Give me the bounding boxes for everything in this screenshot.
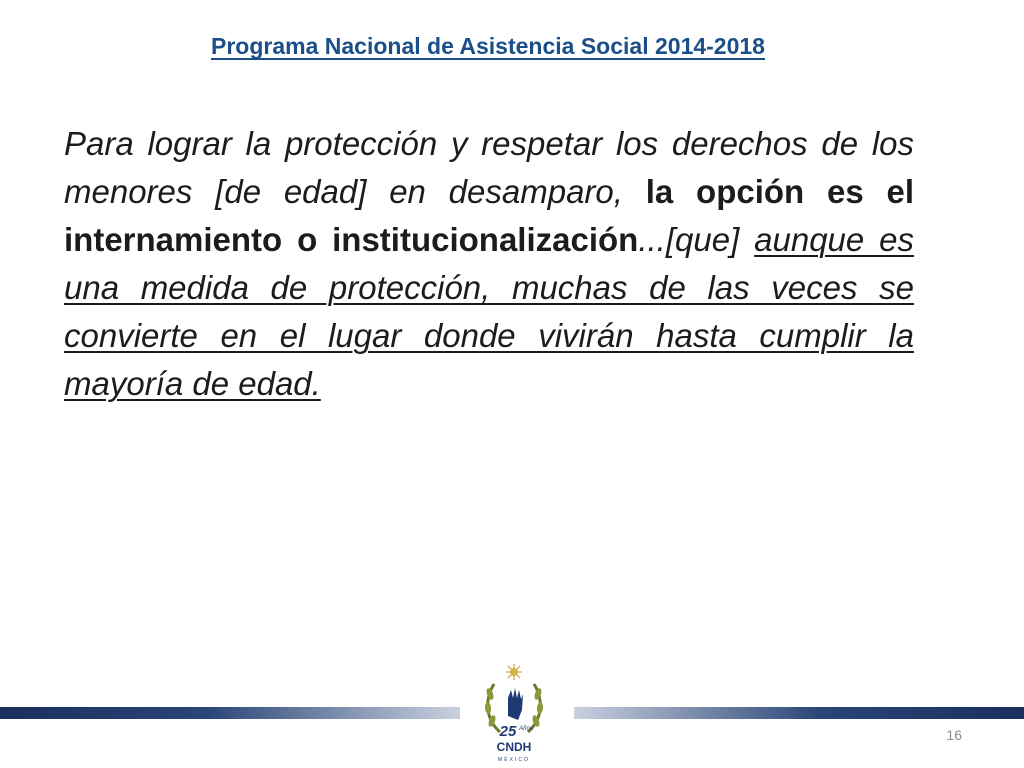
quote-connector: ...[que]: [638, 221, 755, 258]
slide-title: Programa Nacional de Asistencia Social 2014-2018: [211, 33, 765, 60]
quote-intro: Para lograr la protección y respetar los derechos de los menores [de edad] en desamparo,: [64, 125, 914, 210]
page-number: 16: [946, 727, 962, 743]
logo-superscript: Años: [519, 726, 533, 732]
footer-bar-right: [574, 707, 1024, 719]
logo-number: 25: [499, 723, 517, 740]
quote-text: [64, 120, 914, 408]
quote-underlined: aunque es una medida de protección, muchas de las veces se convierte en el lugar donde vivirán hasta cumplir la mayoría de edad.: [64, 221, 915, 402]
footer-bar-left: [0, 707, 460, 719]
cndh-logo: [478, 660, 550, 766]
quote-emphasis: la opción es el internamiento o institucionalización: [64, 173, 914, 258]
logo-country: MÉXICO: [498, 757, 530, 763]
logo-name: CNDH: [496, 740, 532, 754]
